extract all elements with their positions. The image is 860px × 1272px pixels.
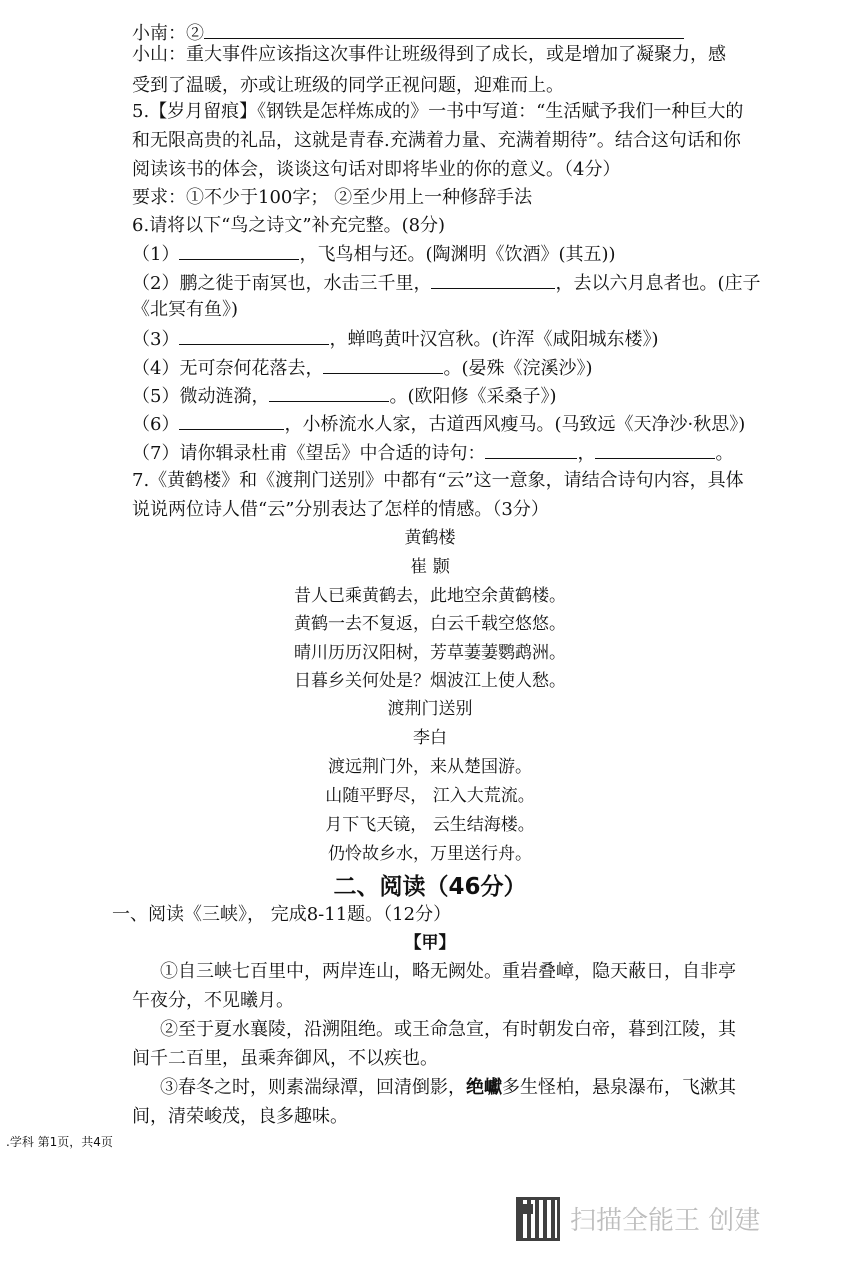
q6-item-1-post: ，飞鸟相与还。(陶渊明《饮酒》(其五)): [299, 244, 616, 265]
q6-item-5-pre: （5）微动涟漪，: [132, 386, 270, 407]
q6-item-5: [132, 383, 750, 410]
q6-title: 6.请将以下“鸟之诗文”补充完整。(8分): [132, 215, 446, 236]
answer-blank[interactable]: [204, 20, 684, 39]
q6-item-4: [132, 355, 750, 382]
passage-p3-text-c: 多生怪柏，悬泉瀑布，飞漱其: [502, 1077, 736, 1098]
part-label: 【甲】: [404, 933, 456, 953]
poem2-author: 李白: [413, 728, 447, 748]
poem1-author: 崔 颢: [410, 557, 450, 577]
xiaoshan-line-2: 受到了温暖，亦或让班级的同学正视问题，迎难而上。: [132, 75, 564, 96]
poem2-line: 渡远荆门外，来从楚国游。: [328, 757, 532, 777]
q6-item-1-pre: （1）: [132, 244, 180, 265]
q6-item-2-cont: 《北冥有鱼》): [132, 299, 239, 320]
q5-line-3: 阅读该书的体会，谈谈这句话对即将毕业的你的意义。（4分）: [132, 159, 621, 180]
passage-p2-line-2: 间千二百里，虽乘奔御风，不以疾也。: [132, 1048, 438, 1069]
passage-p3-bold-word: 绝巘: [466, 1077, 502, 1098]
answer-blank[interactable]: [485, 440, 577, 459]
q6-item-2-pre: （2）鹏之徙于南冥也，水击三千里，: [132, 273, 432, 294]
q6-item-5-post: 。(欧阳修《采桑子》): [389, 386, 557, 407]
poem1-title: 黄鹤楼: [404, 528, 456, 548]
q7-line-2: 说说两位诗人借“云”分别表达了怎样的情感。（3分）: [132, 499, 549, 520]
q6-item-6: [132, 411, 750, 438]
passage-p3-text-a: ③春冬之时，则素湍绿潭，回清倒影，: [160, 1077, 466, 1098]
q6-item-7-post: 。: [715, 443, 734, 464]
passage-p1-line-1: ①自三峡七百里中，两岸连山，略无阙处。重岩叠嶂，隐天蔽日，自非亭: [160, 961, 736, 982]
answer-blank[interactable]: [179, 241, 299, 260]
poem1-line: 昔人已乘黄鹤去，此地空余黄鹤楼。: [294, 586, 566, 606]
answer-blank[interactable]: [431, 270, 555, 289]
answer-blank[interactable]: [595, 440, 715, 459]
q7-line-1: 7.《黄鹤楼》和《渡荆门送别》中都有“云”这一意象，请结合诗句内容，具体: [132, 470, 744, 491]
q6-item-6-pre: （6）: [132, 414, 180, 435]
passage-p1-line-2: 午夜分，不见曦月。: [132, 990, 294, 1011]
poem2-line: 山随平野尽， 江入大荒流。: [325, 786, 535, 806]
q6-item-4-pre: （4）无可奈何花落去，: [132, 358, 324, 379]
q6-item-7-pre: （7）请你辑录杜甫《望岳》中合适的诗句：: [132, 443, 486, 464]
poem1-line: 晴川历历汉阳树，芳草萋萋鹦鹉洲。: [294, 643, 566, 663]
q5-requirement: 要求：①不少于100字； ②至少用上一种修辞手法: [132, 187, 533, 208]
passage-p2-line-1: ②至于夏水襄陵，沿溯阻绝。或王命急宣，有时朝发白帝，暮到江陵，其: [160, 1019, 736, 1040]
q6-item-2-post: ，去以六月息者也。(庄子: [555, 273, 761, 294]
q6-item-2: [132, 270, 761, 297]
answer-blank[interactable]: [179, 411, 284, 430]
q6-item-6-post: ，小桥流水人家，古道西风瘦马。(马致远《天净沙·秋思》): [284, 414, 746, 435]
q6-item-7-mid: ，: [577, 443, 596, 464]
poem2-title: 渡荆门送别: [387, 699, 473, 719]
answer-blank[interactable]: [269, 383, 389, 402]
poem2-line: 月下飞天镜， 云生结海楼。: [325, 815, 535, 835]
q6-item-1: [132, 241, 750, 268]
passage-p3-line-2: 间，清荣峻茂，良多趣味。: [132, 1106, 348, 1127]
section-title: 二、阅读（46分）: [333, 874, 527, 900]
q6-item-7: [132, 440, 750, 467]
page-footer: .学科 第1页，共4页: [6, 1135, 113, 1149]
xiaoshan-line-1: 小山：重大事件应该指这次事件让班级得到了成长，或是增加了凝聚力，感: [132, 44, 726, 65]
answer-blank[interactable]: [323, 355, 443, 374]
scanner-watermark: 扫描全能王 创建: [570, 1206, 761, 1236]
qr-code-icon: [516, 1197, 560, 1241]
poem1-line: 日暮乡关何处是？烟波江上使人愁。: [294, 671, 566, 691]
passage-p3-line-1: [160, 1075, 750, 1101]
poem2-line: 仍怜故乡水，万里送行舟。: [328, 844, 532, 864]
xiaonan-label: 小南：②: [132, 23, 204, 44]
answer-blank[interactable]: [179, 326, 329, 345]
reading-intro: 一、阅读《三峡》， 完成8-11题。（12分）: [112, 904, 452, 925]
q6-item-3-pre: （3）: [132, 329, 180, 350]
q6-item-4-post: 。(晏殊《浣溪沙》): [443, 358, 593, 379]
poem1-line: 黄鹤一去不复返，白云千载空悠悠。: [294, 614, 566, 634]
q6-item-3-post: ，蝉鸣黄叶汉宫秋。(许浑《咸阳城东楼》): [329, 329, 659, 350]
q6-item-3: [132, 326, 750, 353]
q5-line-1: 5.【岁月留痕】《钢铁是怎样炼成的》一书中写道：“生活赋予我们一种巨大的: [132, 101, 744, 122]
q5-line-2: 和无限高贵的礼品，这就是青春.充满着力量、充满着期待”。结合这句话和你: [132, 130, 741, 151]
